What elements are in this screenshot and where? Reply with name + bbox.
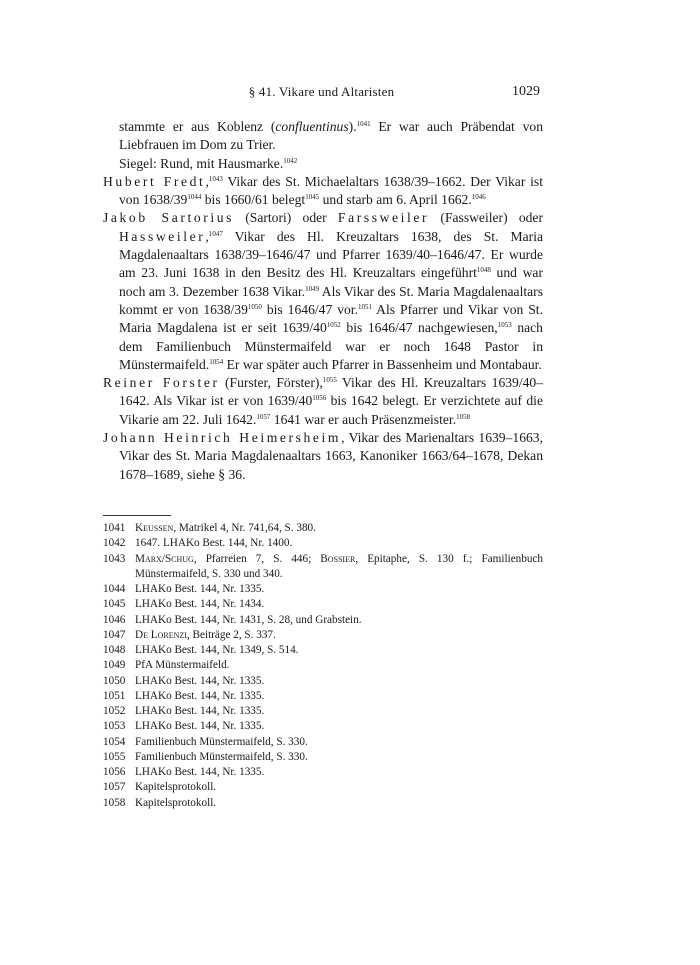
footnote-ref[interactable]: 1057 <box>256 412 271 421</box>
footnote-item <box>103 597 543 612</box>
footnote-ref[interactable]: 1054 <box>209 357 224 366</box>
footnote-number: 1049 <box>103 659 126 672</box>
footnote-text: LHAKo Best. 144, Nr. 1335. <box>135 583 265 595</box>
footnote-number: 1054 <box>103 735 126 748</box>
footnote-text: LHAKo Best. 144, Nr. 1349, S. 514. <box>135 644 299 656</box>
footnote-number: 1056 <box>103 766 126 778</box>
footnote-text: LHAKo Best. 144, Nr. 1335. <box>135 689 265 702</box>
footnote-number: 1050 <box>103 674 126 687</box>
footnote-item <box>103 750 543 765</box>
footnote-item <box>103 521 543 536</box>
entry-jakob-sartorius: Jakob Sartorius (Sartori) oder Farssweiler (Fassweiler) oder Hassweiler,$^{1047}$ Vikar des Hl. Kreuzaltars 1638, des St. Maria Magdalenaaltars 1638/39–1646/47 und Pfarrer 1639/40–1646/47. Er wurde am 23. Juni 1638 in den Besitz des Hl. Kreuzaltars eingeführt$^{1048}$ und war noch am 3. Dezember 1638 Vikar.$^{1049}$ Als Vikar des St. Maria Magdalenaaltars kommt er von $1638/39^{1050}$ bis 1646/47 vor.$^{1051}$ Als Pfarrer und Vikar von St. Maria Magdalena ist er seit $1639/40^{1052}$ bis 1646/47 nachgewiesen,$^{1053}$ nach dem Familienbuch Münstermaifeld war er noch 1648 Pastor in Münstermaifeld.$^{1054}$ Er war später auch Pfarrer in Bassenheim und Montabaur. <box>103 210 543 372</box>
footnote-number: 1053 <box>103 720 126 733</box>
footnote-number: 1043 <box>103 552 126 565</box>
footnote-item <box>103 719 543 734</box>
footnote-text: PfA Münstermaifeld. <box>135 659 230 672</box>
footnote-item <box>103 796 543 811</box>
footnote-item <box>103 582 543 597</box>
footnote-text: LHAKo Best. 144, Nr. 1335. <box>135 766 265 778</box>
entry-hubert-fredt: Hubert Fredt,$^{1043}$ Vikar des St. Michaelaltars 1638/39–1662. Der Vikar ist von $1638/39^{1044}$ bis 1660/61 belegt$^{1045}$ und starb am 6. April 1662.$^{1046}$ <box>103 173 543 208</box>
footnote-text: De Lorenzi, Beiträge 2, S. 337. <box>135 628 276 641</box>
footnote-number: 1052 <box>103 705 126 717</box>
footnote-ref[interactable]: 1052 <box>326 321 341 330</box>
footnote-number: 1048 <box>103 644 126 656</box>
footnote-item <box>103 536 543 551</box>
footnote-number: 1051 <box>103 689 126 702</box>
person-name: Hubert Fredt <box>103 173 206 189</box>
footnote-text: LHAKo Best. 144, Nr. 1335. <box>135 674 265 687</box>
footnote-item <box>103 689 543 704</box>
footnote-ref[interactable]: 1044 <box>187 193 202 202</box>
entry-johann-heinrich-heimersheim: Johann Heinrich Heimersheim, Vikar des Marienaltars 1639–1663, Vikar des St. Maria Magdalenaaltars 1663, Kanoniker 1663/64–1678, Dekan 1678–1689, siehe § 36. <box>103 430 543 482</box>
paragraph-continuation: stammte er aus Koblenz (confluentinus).$^{1041}$ Er war auch Präbendat von Liebfrauen im Dom zu Trier. <box>119 119 543 153</box>
footnote-ref[interactable]: 1048 <box>476 266 491 275</box>
footnote-item <box>103 735 543 750</box>
footnote-item <box>103 628 543 643</box>
footnote-rule <box>103 515 171 516</box>
footnote-ref[interactable]: 1041 <box>356 120 371 128</box>
footnote-number: 1044 <box>103 583 126 595</box>
footnote-text: Kapitelsprotokoll. <box>135 796 217 809</box>
footnote-text: Kapitelsprotokoll. <box>135 781 217 794</box>
person-name: Reiner Forster <box>103 375 220 391</box>
footnote-ref[interactable]: 1045 <box>305 193 320 202</box>
footnote-text: Keussen, Matrikel 4, Nr. 741,64, S. 380. <box>135 522 316 534</box>
footnote-item <box>103 552 543 583</box>
footnote-text: 1647. LHAKo Best. 144, Nr. 1400. <box>135 537 293 550</box>
footnote-item <box>103 658 543 673</box>
footnote-number: 1042 <box>103 537 126 550</box>
footnote-ref[interactable]: 1042 <box>283 156 298 165</box>
footnote-ref[interactable]: 1043 <box>208 174 223 183</box>
footnote-item <box>103 780 543 795</box>
footnote-item <box>103 613 543 628</box>
footnote-number: 1046 <box>103 613 126 626</box>
footnote-number: 1045 <box>103 598 126 611</box>
footnote-text: Familienbuch Münstermaifeld, S. 330. <box>135 735 308 748</box>
footnote-item <box>103 704 543 719</box>
footnote-ref[interactable]: 1049 <box>305 284 320 293</box>
footnote-item <box>103 643 543 658</box>
footnote-ref[interactable]: 1056 <box>312 394 327 403</box>
footnote-number: 1058 <box>103 796 126 809</box>
footnote-text: LHAKo Best. 144, Nr. 1335. <box>135 720 265 733</box>
footnote-text: LHAKo Best. 144, Nr. 1434. <box>135 598 265 611</box>
footnote-ref[interactable]: 1053 <box>497 321 512 330</box>
footnote-text: LHAKo Best. 144, Nr. 1335. <box>135 705 265 717</box>
footnote-number: 1057 <box>103 781 126 794</box>
footnotes-list <box>103 521 543 811</box>
person-name: Jakob Sartorius <box>103 210 235 226</box>
footnote-ref[interactable]: 1046 <box>471 193 486 202</box>
person-name-variant: Farssweiler <box>337 210 430 226</box>
footnote-text: Marx/Schug, Pfarreien 7, S. 446; Bossier, Epitaphe, S. 130 f.; Familienbuch Münstermaifeld, S. 330 und 340. <box>135 552 543 580</box>
footnote-ref[interactable]: 1047 <box>208 229 223 238</box>
seal-note: Siegel: Rund, mit Hausmarke.$^{1042}$ <box>119 155 298 171</box>
main-text <box>103 118 543 484</box>
footnote-item <box>103 765 543 780</box>
running-title: § 41. Vikare und Altaristen <box>248 84 395 99</box>
person-name: Johann Heinrich Heimersheim <box>103 430 342 446</box>
footnote-ref[interactable]: 1058 <box>456 412 471 421</box>
page-number: 1029 <box>512 84 540 99</box>
footnote-text: Familienbuch Münstermaifeld, S. 330. <box>135 750 308 763</box>
footnote-ref[interactable]: 1055 <box>322 376 337 385</box>
person-name-variant: Hassweiler <box>119 228 206 244</box>
footnote-item <box>103 674 543 689</box>
footnote-number: 1047 <box>103 628 126 641</box>
footnote-ref[interactable]: 1050 <box>247 302 262 311</box>
footnote-number: 1041 <box>103 522 126 534</box>
entry-reiner-forster: Reiner Forster (Furster, Förster),$^{1055}$ Vikar des Hl. Kreuzaltars 1639/40–1642. Als Vikar ist er von $1639/40^{1056}$ bis 1642 belegt. Er verzichtete auf die Vikarie am 22. Juli 1642.$^{1057}$ 1641 war er auch Präsenzmeister.$^{1058}$ <box>103 375 544 427</box>
footnote-text: LHAKo Best. 144, Nr. 1431, S. 28, und Grabstein. <box>135 613 362 626</box>
footnote-number: 1055 <box>103 750 126 763</box>
running-header <box>103 84 540 104</box>
footnote-ref[interactable]: 1051 <box>357 302 372 311</box>
